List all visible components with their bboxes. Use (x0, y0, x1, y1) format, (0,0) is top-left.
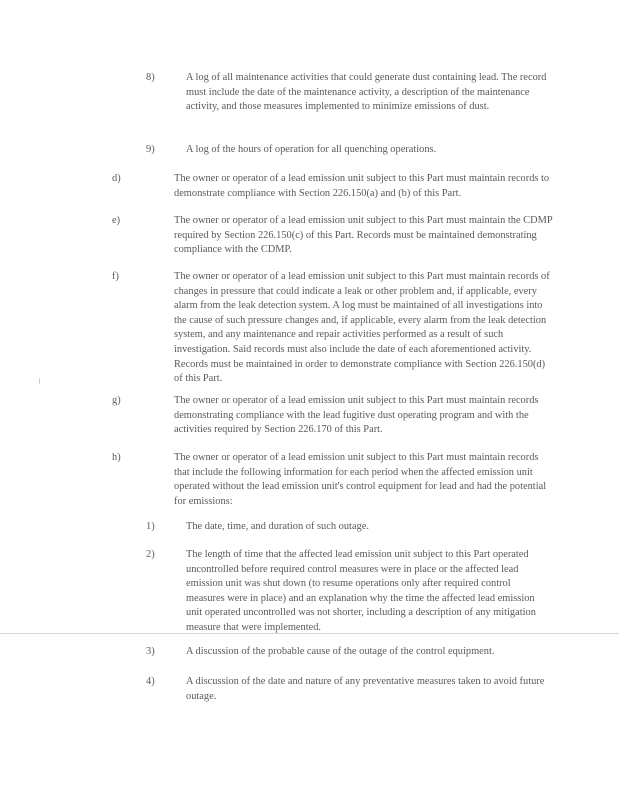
item-text: A discussion of the date and nature of any preventative measures taken to avoid future outage. (186, 676, 545, 702)
item-label: d) (112, 173, 121, 184)
item-text: The owner or operator of a lead emission unit subject to this Part must maintain records demonstrating compliance with the lead fugitive dust operating program and with the activities required by Section 226.170 of this Part. (174, 395, 539, 436)
item-text: The length of time that the affected lead emission unit subject to this Part operated uncontrolled before required control measures were in place or the affected lead emission unit was shut down (to resume operations only after required control measures were in place) and an explanation why the time the affected lead emission unit operated uncontrolled was not shorter, including a description of any mitigation measure that were implemented. (186, 549, 536, 633)
item-text: A log of the hours of operation for all quenching operations. (186, 144, 437, 155)
item-label: 8) (146, 72, 155, 83)
item-text: The owner or operator of a lead emission unit subject to this Part must maintain the CDMP required by Section 226.150(c) of this Part. Records must be maintained demonstrating compliance with the CDMP. (174, 215, 553, 256)
item-label: f) (112, 271, 119, 282)
item-text: A log of all maintenance activities that could generate dust containing lead. The record must include the date of the maintenance activity, a description of the maintenance activity, and those measures implemented to minimize emissions of dust. (186, 72, 547, 113)
item-label: g) (112, 395, 121, 406)
item-label: h) (112, 452, 121, 463)
item-text: A discussion of the probable cause of the outage of the control equipment. (186, 646, 495, 657)
item-text: The owner or operator of a lead emission unit subject to this Part must maintain records to demonstrate compliance with Section 226.150(a) and (b) of this Part. (174, 173, 550, 199)
item-label: 3) (146, 646, 155, 657)
item-text: The owner or operator of a lead emission unit subject to this Part must maintain records of changes in pressure that could indicate a leak or other problem and, if applicable, every alarm from the leak detection system. A log must be maintained of all investigations into the cause of such pressure changes and, if applicable, every alarm from the leak detection system, and any maintenance and repair activities performed as a result of such investigation. Said records must also include the date of each aforementioned activity. Records must be maintained in order to demonstrate compliance with Section 226.150(d) of this Part. (174, 271, 550, 385)
item-label: 2) (146, 549, 155, 560)
item-text: The date, time, and duration of such outage. (186, 521, 369, 532)
item-label: 4) (146, 676, 155, 687)
item-label: 9) (146, 144, 155, 155)
item-text: The owner or operator of a lead emission unit subject to this Part must maintain records that include the following information for each period when the affected emission unit operated without the lead emission unit's control equipment for lead and had the potential for emissions: (174, 452, 547, 507)
item-label: e) (112, 215, 121, 226)
item-label: 1) (146, 521, 155, 532)
margin-mark (39, 378, 40, 384)
scan-divider-line (0, 633, 619, 634)
